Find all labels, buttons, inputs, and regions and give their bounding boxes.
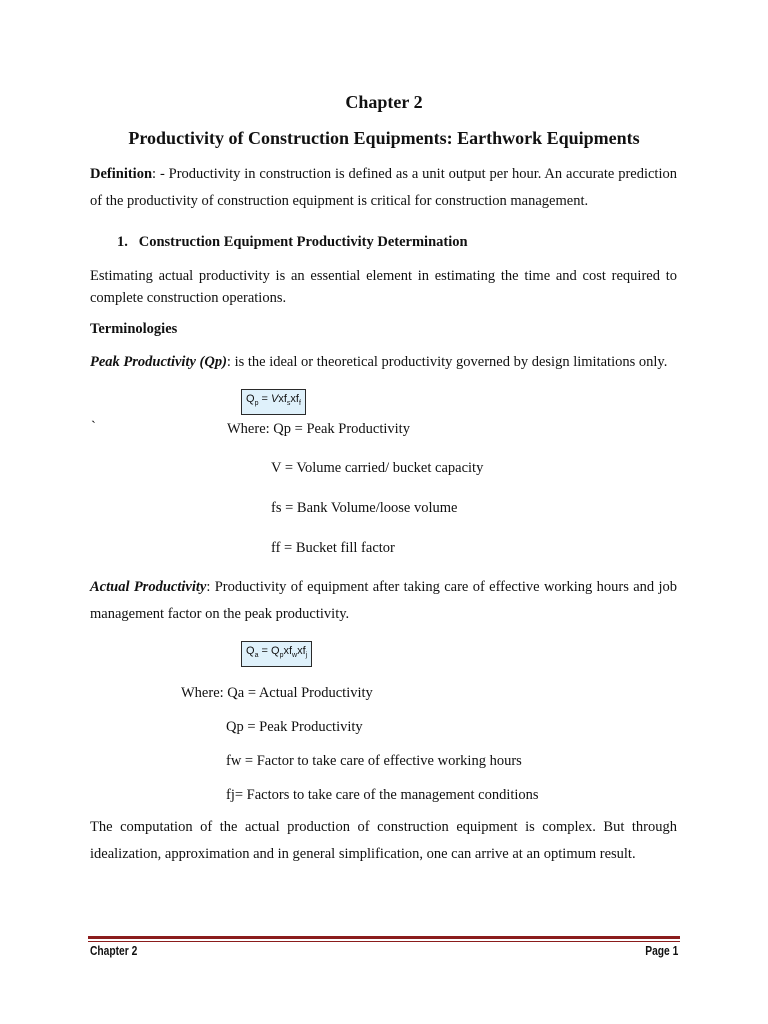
peak-where-line: V = Volume carried/ bucket capacity [271, 460, 484, 476]
stray-mark: ` [91, 419, 96, 435]
section-heading [117, 234, 468, 251]
intro-paragraph: Estimating actual productivity is an essential element in estimating the time and cost required to complete construction operations. [90, 268, 677, 306]
peak-productivity-formula: $Q_p = Vxf_sxf_f$ [241, 389, 306, 415]
footer-rule-thin [88, 941, 680, 942]
actual-productivity-label: Actual Productivity [90, 579, 207, 595]
section-heading-text: Construction Equipment Productivity Determination [138, 234, 468, 250]
terminologies-heading: Terminologies [90, 321, 178, 337]
document-title: Productivity of Construction Equipments: Earthwork Equipments [128, 128, 640, 148]
closing-paragraph: The computation of the actual production of construction equipment is complex. But through idealization, approximation and in general simplification, one can arrive at an optimum result. [90, 819, 677, 862]
chapter-title: Chapter 2 [345, 92, 423, 112]
peak-productivity-text: : is the ideal or theoretical productivity governed by design limitations only. [226, 354, 668, 370]
footer-rule [88, 936, 680, 939]
definition-paragraph [90, 161, 677, 215]
definition-label: Definition [90, 166, 153, 182]
peak-productivity-paragraph [90, 349, 677, 376]
actual-productivity-text: : Productivity of equipment after taking care of effective working hours and job management factor on the peak productivity. [90, 579, 678, 622]
definition-text: : - Productivity in construction is defined as a unit output per hour. An accurate prediction of the productivity of construction equipment is critical for construction management. [90, 166, 677, 209]
actual-where-line: fj= Factors to take care of the management conditions [226, 787, 539, 803]
footer-page-number: Page 1 [644, 944, 678, 958]
actual-productivity-formula: $Q_a = Q_pxf_wxf_j$ [241, 641, 312, 667]
actual-productivity-paragraph [90, 574, 677, 628]
peak-where-line: fs = Bank Volume/loose volume [271, 500, 458, 516]
actual-where-line: Qp = Peak Productivity [226, 719, 363, 735]
actual-where-line: Where: Qa = Actual Productivity [181, 685, 373, 701]
peak-productivity-label: Peak Productivity (Qp) [90, 354, 227, 370]
actual-where-line: fw = Factor to take care of effective working hours [226, 753, 522, 769]
peak-where-line: Where: Qp = Peak Productivity [227, 421, 410, 437]
footer-chapter: Chapter 2 [90, 944, 138, 958]
peak-where-line: ff = Bucket fill factor [271, 540, 395, 556]
section-number: 1. [117, 234, 128, 250]
